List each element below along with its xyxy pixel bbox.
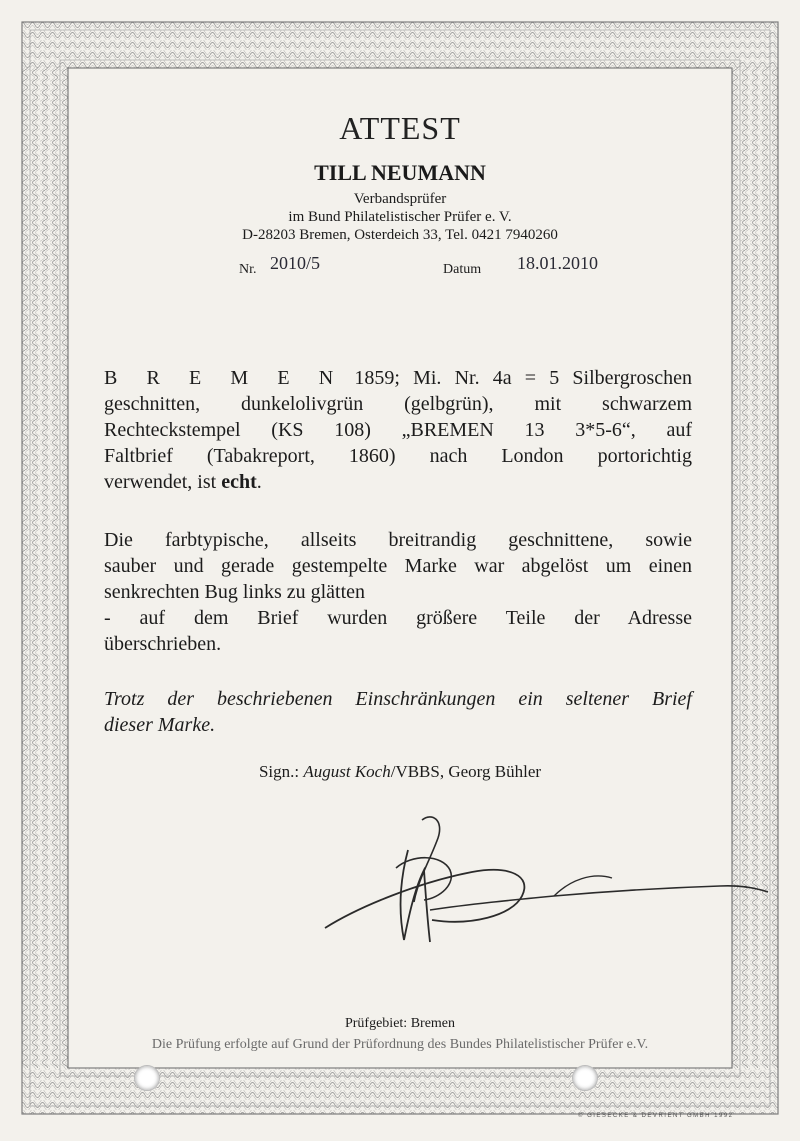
remark-paragraph (104, 686, 692, 738)
condition-paragraph (104, 527, 692, 657)
sign-italic-name: August Koch (303, 762, 391, 781)
paragraph-line: überschrieben. (104, 633, 222, 655)
examiner-association: im Bund Philatelistischer Prüfer e. V. (288, 209, 512, 225)
paragraph-line: Rechteckstempel (KS 108) „BREMEN 13 3*5-6“, auf (104, 419, 692, 441)
paragraph-line: dieser Marke. (104, 714, 216, 736)
paragraph-line: senkrechten Bug links zu glätten (104, 581, 366, 603)
verdict-echt: echt (221, 471, 257, 493)
paragraph-text: 1859; Mi. Nr. 4a = 5 Silbergroschen (354, 367, 692, 389)
punch-hole-right (572, 1065, 598, 1091)
examination-area: Prüfgebiet: Bremen (344, 1016, 456, 1031)
punch-hole-left (134, 1065, 160, 1091)
date-value: 18.01.2010 (517, 253, 598, 273)
handwritten-signature (300, 810, 770, 960)
paragraph-line: Faltbrief (Tabakreport, 1860) nach London portorichtig (104, 445, 692, 467)
printer-copyright: © GIESECKE & DEVRIENT GMBH 1992 (578, 1113, 734, 1119)
verdict-prefix: verwendet, ist (104, 471, 217, 493)
examination-rules-note: Die Prüfung erfolgte auf Grund der Prüfordnung des Bundes Philatelistischer Prüfer e.V. (151, 1037, 649, 1052)
paragraph-line (104, 469, 692, 495)
date-label: Datum (443, 262, 482, 277)
paragraph-line: - auf dem Brief wurden größere Teile der Adresse (104, 607, 692, 629)
previous-signatures (0, 762, 800, 782)
paragraph-line (104, 365, 692, 391)
examiner-role: Verbandsprüfer (353, 191, 447, 207)
paragraph-line: Die farbtypische, allseits breitrandig geschnittene, sowie (104, 529, 692, 551)
description-paragraph (104, 365, 692, 495)
nr-label: Nr. (239, 262, 257, 277)
paragraph-line: sauber und gerade gestempelte Marke war abgelöst um einen (104, 555, 692, 577)
paragraph-line: Trotz der beschriebenen Einschränkungen ein seltener Brief (104, 688, 692, 710)
verdict-suffix: . (256, 471, 262, 493)
examiner-address: D-28203 Bremen, Osterdeich 33, Tel. 0421 7940260 (242, 227, 558, 243)
examiner-name: TILL NEUMANN (314, 160, 486, 185)
paragraph-line: geschnitten, dunkelolivgrün (gelbgrün), mit schwarzem (104, 393, 692, 415)
sign-rest: /VBBS, Georg Bühler (390, 762, 542, 781)
bremen-spaced: B R E M E N (104, 367, 342, 389)
document-title: ATTEST (339, 110, 461, 146)
sign-prefix: Sign.: (258, 762, 300, 781)
nr-value: 2010/5 (270, 253, 321, 273)
